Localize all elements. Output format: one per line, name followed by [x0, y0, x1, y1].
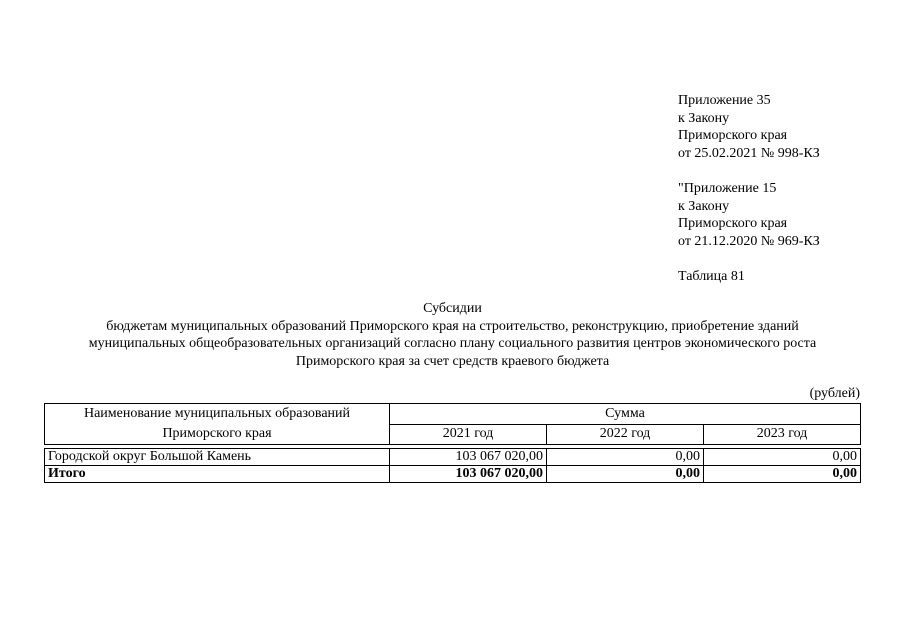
- title-line: Приморского края за счет средств краевого бюджета: [295, 353, 610, 369]
- table-row: [45, 449, 861, 466]
- appendix-line: от 25.02.2021 № 998-КЗ: [678, 145, 820, 161]
- header-municipality: Наименование муниципальных образований Приморского края: [45, 404, 390, 445]
- table-number-label: Таблица 81: [678, 269, 745, 284]
- title-heading: Субсидии: [423, 301, 482, 316]
- header-year-2022: 2022 год: [547, 424, 704, 445]
- header-year-2023: 2023 год: [704, 424, 861, 445]
- appendix-line: Приложение 35: [678, 93, 771, 108]
- header-sum: Сумма: [390, 404, 861, 425]
- title-line: муниципальных общеобразовательных организаций согласно плану социального развития центров экономического роста: [88, 336, 817, 351]
- total-name: Итого: [45, 466, 390, 483]
- appendix-line: к Закону: [678, 110, 730, 126]
- appendix-line: к Закону: [678, 198, 730, 214]
- document-title: [40, 300, 865, 370]
- title-line: бюджетам муниципальных образований Приморского края на строительство, реконструкцию, приобретение зданий: [106, 318, 799, 334]
- total-value-2021: 103 067 020,00: [390, 466, 547, 483]
- appendix-block-original: [678, 180, 820, 250]
- row-value-2022: 0,00: [547, 449, 704, 466]
- appendix-block-current: [678, 92, 820, 162]
- appendix-line: Приморского края: [678, 216, 788, 231]
- row-value-2021: 103 067 020,00: [390, 449, 547, 466]
- total-value-2023: 0,00: [704, 466, 861, 483]
- appendix-line: от 21.12.2020 № 969-КЗ: [678, 233, 820, 249]
- units-label: (рублей): [809, 386, 860, 401]
- table-header-row: [45, 404, 861, 425]
- table-total-row: [45, 466, 861, 483]
- total-value-2022: 0,00: [547, 466, 704, 483]
- row-value-2023: 0,00: [704, 449, 861, 466]
- subsidies-table: [44, 403, 861, 483]
- header-year-2021: 2021 год: [390, 424, 547, 445]
- appendix-header: [678, 92, 820, 286]
- appendix-line: "Приложение 15: [678, 181, 777, 196]
- row-name: Городской округ Большой Камень: [45, 449, 390, 466]
- appendix-line: Приморского края: [678, 128, 788, 143]
